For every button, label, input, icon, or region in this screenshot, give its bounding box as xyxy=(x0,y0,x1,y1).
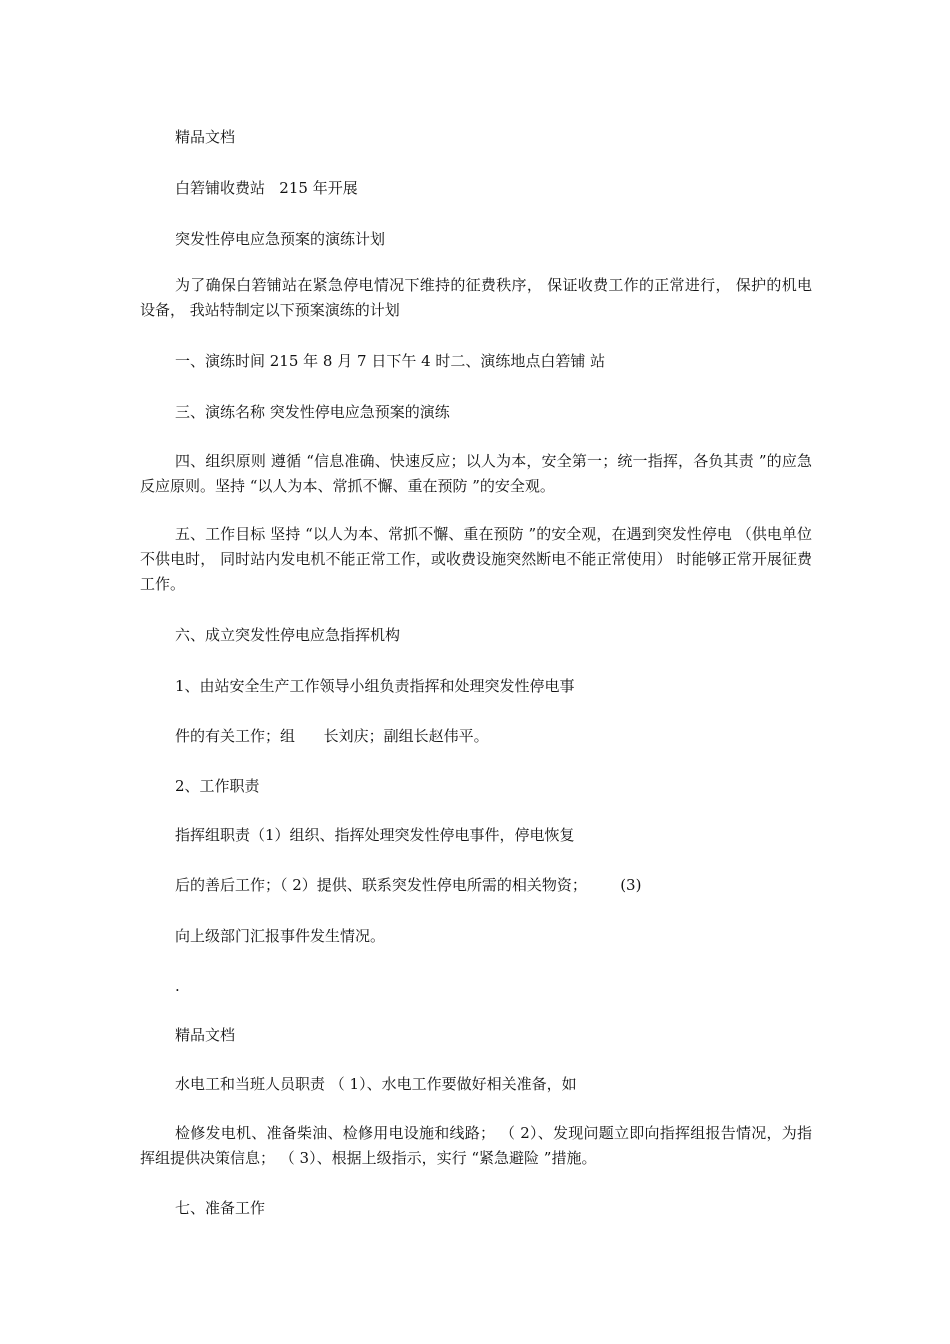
section-command-structure: 六、成立突发性停电应急指挥机构 xyxy=(175,626,401,644)
subsection-1-line-b: 件的有关工作；组 长刘庆；副组长赵伟平。 xyxy=(175,727,489,745)
section-time-location: 一、演练时间 215 年 8 月 7 日下午 4 时二、演练地点白箬铺 站 xyxy=(175,352,606,370)
electrician-duty-paragraph: 检修发电机、准备柴油、检修用电设施和线路； （ 2）、发现问题立即向指挥组报告情况，为指挥组提供决策信息； （ 3）、根据上级指示，实行 “紧急避险 ”措施。 xyxy=(140,1124,812,1167)
subsection-1-line-a: 1、由站安全生产工作领导小组负责指挥和处理突发性停电事 xyxy=(175,677,575,695)
command-duty-line-a: 指挥组职责（1）组织、指挥处理突发性停电事件，停电恢复 xyxy=(175,826,575,844)
section-preparation: 七、准备工作 xyxy=(175,1199,266,1217)
electrician-duty-line-a: 水电工和当班人员职责 （ 1）、水电工作要做好相关准备，如 xyxy=(175,1075,577,1093)
intro-paragraph: 为了确保白箬铺站在紧急停电情况下维持的征费秩序， 保证收费工作的正常进行， 保护的机电设备， 我站特制定以下预案演练的计划 xyxy=(140,276,812,319)
page-header: 精品文档 xyxy=(175,128,236,146)
command-duty-line-c: 向上级部门汇报事件发生情况。 xyxy=(175,927,386,945)
subsection-2-heading: 2、工作职责 xyxy=(175,777,260,795)
section-principles: 四、组织原则 遵循 “信息准确、快速反应；以人为本，安全第一；统一指挥，各负其责 ”的应急反应原则。坚持 “以人为本、常抓不懈、重在预防 ”的安全观。 xyxy=(140,452,812,495)
title-line-1: 白箬铺收费站 215 年开展 xyxy=(175,179,358,197)
command-duty-line-b: 后的善后工作；（ 2）提供、联系突发性停电所需的相关物资； (3) xyxy=(175,876,642,894)
section-goals: 五、工作目标 坚持 “以人为本、常抓不懈、重在预防 ”的安全观，在遇到突发性停电 （供电单位不供电时， 同时站内发电机不能正常工作，或收费设施突然断电不能正常使用） 时能够正常开展征费工作。 xyxy=(140,525,812,593)
section-drill-name: 三、演练名称 突发性停电应急预案的演练 xyxy=(175,403,450,421)
page-header-2: 精品文档 xyxy=(175,1026,236,1044)
page-separator: . xyxy=(175,977,180,995)
title-line-2: 突发性停电应急预案的演练计划 xyxy=(175,230,386,248)
